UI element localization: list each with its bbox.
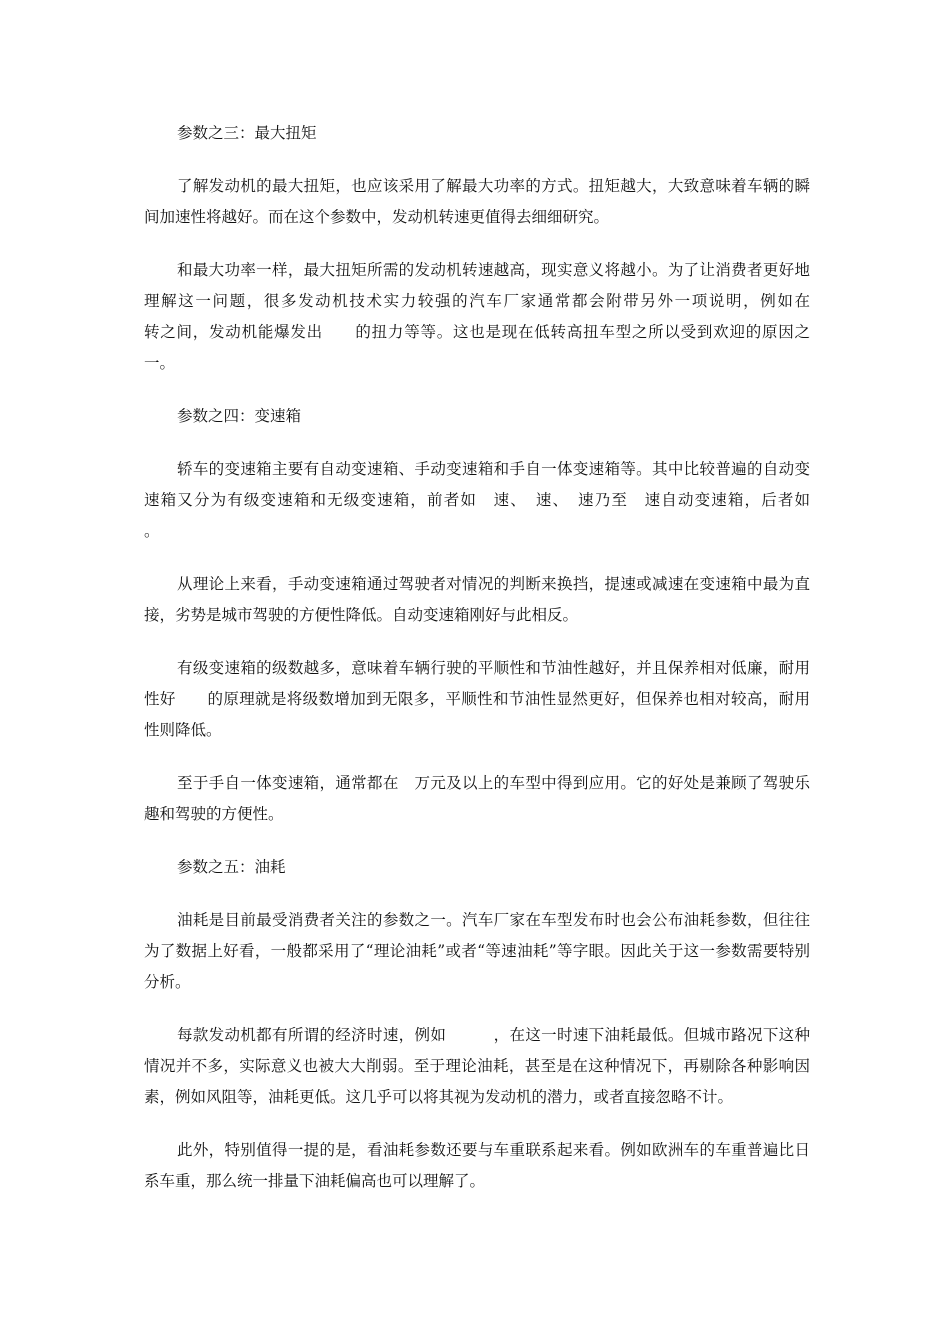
section-heading-gearbox: 参数之四：变速箱 xyxy=(177,407,302,425)
paragraph: 轿车的变速箱主要有自动变速箱、手动变速箱和手自一体变速箱等。其中比较普遍的自动变速箱又分为有级变速箱和无级变速箱，前者如 速、 速、 速乃至 速自动变速箱，后者如 。 xyxy=(144,460,842,540)
paragraph: 有级变速箱的级数越多，意味着车辆行驶的平顺性和节油性越好，并且保养相对低廉，耐用性好 的原理就是将级数增加到无限多，平顺性和节油性显然更好，但保养也相对较高，耐用性则降低。 xyxy=(144,659,810,739)
paragraph: 油耗是目前最受消费者关注的参数之一。汽车厂家在车型发布时也会公布油耗参数，但往往为了数据上好看，一般都采用了“理论油耗”或者“等速油耗”等字眼。因此关于这一参数需要特别分析。 xyxy=(144,911,810,991)
paragraph: 此外，特别值得一提的是，看油耗参数还要与车重联系起来看。例如欧洲车的车重普遍比日系车重，那么统一排量下油耗偏高也可以理解了。 xyxy=(144,1141,810,1190)
paragraph: 了解发动机的最大扭矩，也应该采用了解最大功率的方式。扭矩越大，大致意味着车辆的瞬间加速性将越好。而在这个参数中，发动机转速更值得去细细研究。 xyxy=(144,177,810,226)
paragraph: 至于手自一体变速箱，通常都在 万元及以上的车型中得到应用。它的好处是兼顾了驾驶乐趣和驾驶的方便性。 xyxy=(144,774,810,823)
section-heading-torque: 参数之三：最大扭矩 xyxy=(177,124,317,142)
paragraph: 从理论上来看，手动变速箱通过驾驶者对情况的判断来换挡，提速或减速在变速箱中最为直接，劣势是城市驾驶的方便性降低。自动变速箱刚好与此相反。 xyxy=(144,575,810,624)
paragraph: 和最大功率一样，最大扭矩所需的发动机转速越高，现实意义将越小。为了让消费者更好地理解这一问题，很多发动机技术实力较强的汽车厂家通常都会附带另外一项说明，例如在 转之间，发动机能爆发出 的扭力等等。这也是现在低转高扭车型之所以受到欢迎的原因之一。 xyxy=(144,261,888,372)
section-heading-fuel: 参数之五：油耗 xyxy=(177,858,286,876)
document-page xyxy=(144,118,888,1219)
paragraph: 每款发动机都有所谓的经济时速，例如 ，在这一时速下油耗最低。但城市路况下这种情况并不多，实际意义也被大大削弱。至于理论油耗，甚至是在这种情况下，再剔除各种影响因素，例如风阻等，油耗更低。这几乎可以将其视为发动机的潜力，或者直接忽略不计。 xyxy=(144,1026,810,1106)
